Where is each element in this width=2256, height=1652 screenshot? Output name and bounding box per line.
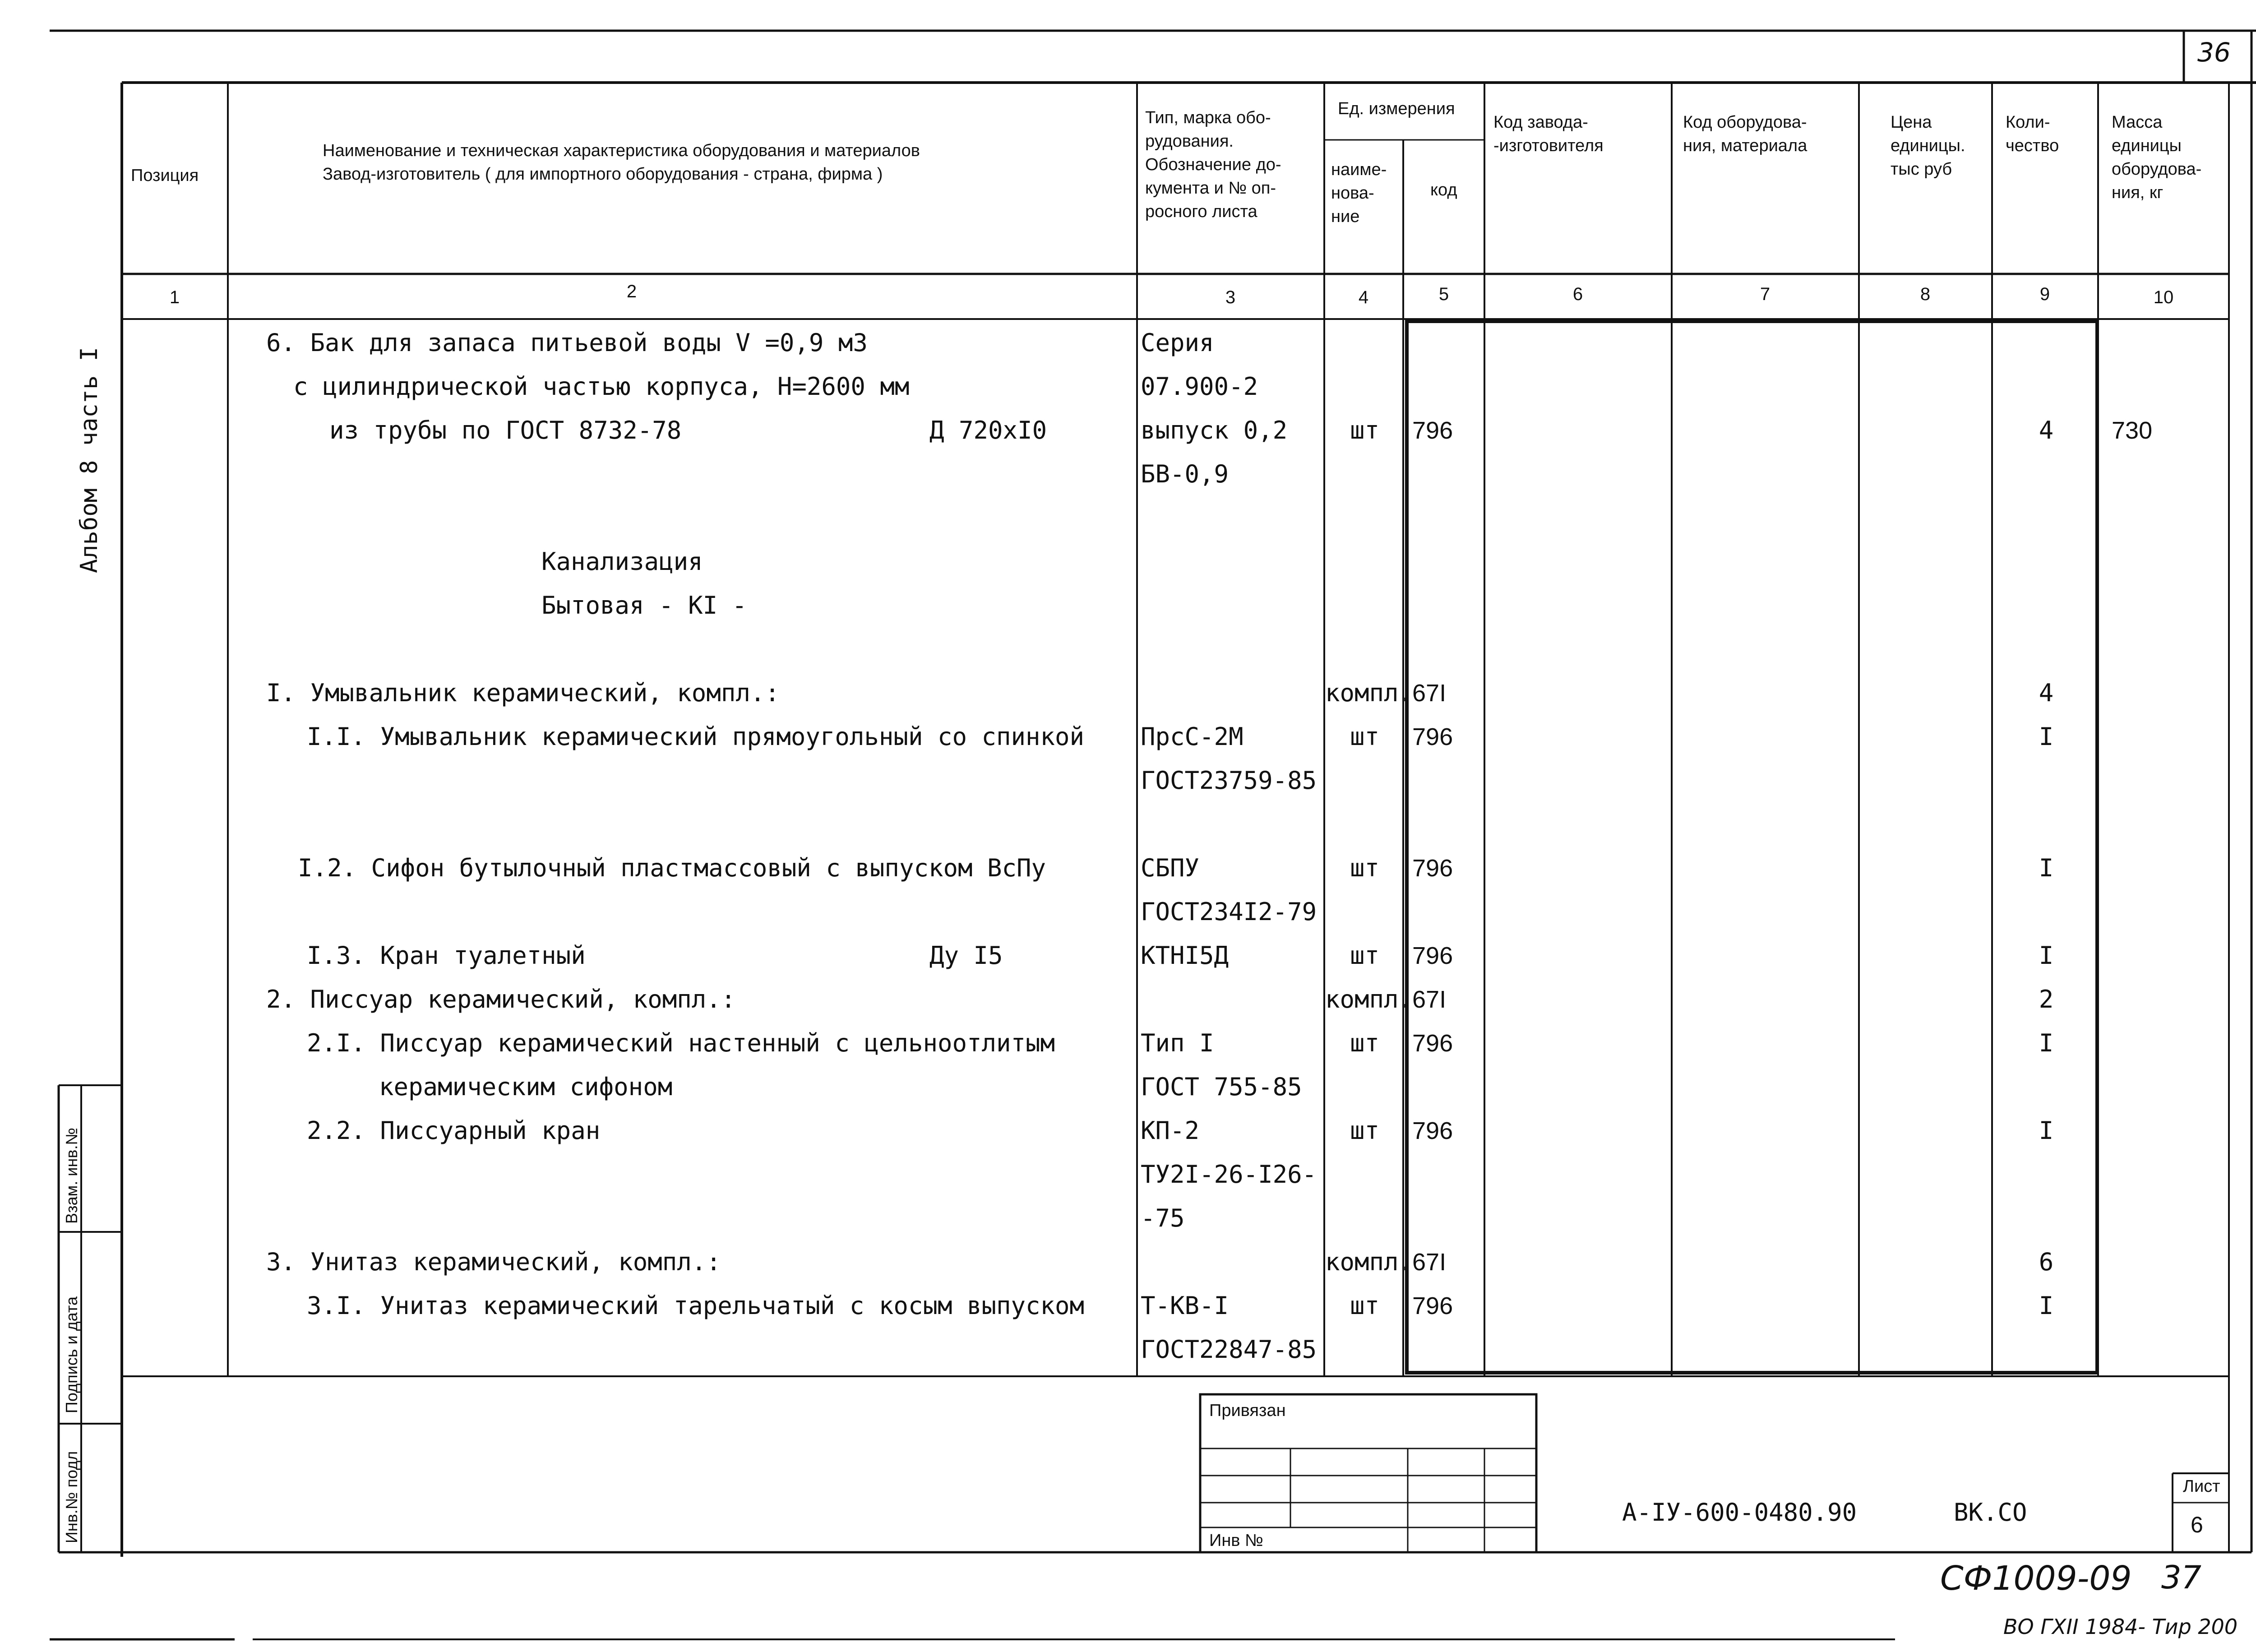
sheet-label: Лист: [2183, 1477, 2220, 1496]
header-name: Наименование и техническая характеристика оборудования и материалов Завод-изготовитель ( для импортного оборудования - страна, фирма ): [323, 141, 920, 184]
column-number: 6: [1572, 284, 1583, 304]
item-quantity: I: [2039, 722, 2054, 751]
item-unit: шт: [1350, 722, 1380, 751]
item-quantity: I: [2039, 941, 2054, 970]
item-name: 2.2. Писсуарный кран: [307, 1116, 601, 1145]
item-name: I.2. Сифон бутылочный пластмассовый с выпуском ВсПу: [298, 854, 1046, 882]
item-type: ТУ2I-26-I26-: [1141, 1160, 1317, 1189]
item-unit: компл.: [1325, 985, 1414, 1013]
item-type: БВ-0,9: [1141, 460, 1229, 488]
item-quantity: 4: [2039, 416, 2054, 444]
item-type: ПрсС-2М: [1141, 722, 1244, 751]
header-type: Тип, марка обо- рудования. Обозначение до- кумента и № оп- росного листа: [1145, 108, 1281, 221]
item-quantity: I: [2039, 1291, 2054, 1320]
column-number: 10: [2153, 287, 2174, 307]
header-position: Позиция: [131, 166, 199, 185]
item-type: ГОСТ22847-85: [1141, 1335, 1317, 1364]
document-code: А-IУ-600-0480.90: [1622, 1498, 1857, 1527]
item-unit: шт: [1350, 1116, 1380, 1145]
item-unit: компл.: [1325, 679, 1414, 707]
column-number: 2: [626, 282, 637, 301]
header-maker-code: Код завода- -изготовителя: [1493, 113, 1604, 155]
column-number: 4: [1358, 287, 1369, 307]
item-unit-code: 796: [1412, 855, 1453, 882]
column-number: 9: [2039, 284, 2050, 304]
item-name: из трубы по ГОСТ 8732-78: [329, 416, 682, 444]
item-name: I.I. Умывальник керамический прямоугольный со спинкой: [307, 722, 1085, 751]
print-note: ВО ГХII 1984- Тир 200: [2003, 1615, 2238, 1639]
item-type: Т-КВ-I: [1141, 1291, 1229, 1320]
item-type: Серия: [1141, 329, 1214, 357]
item-name: 3.I. Унитаз керамический тарельчатый с косым выпуском: [307, 1291, 1085, 1320]
item-name: 3. Унитаз керамический, компл.:: [266, 1248, 721, 1276]
item-quantity: I: [2039, 1029, 2054, 1057]
handwritten-code: СФ1009-09: [1940, 1559, 2132, 1598]
item-name: 2.I. Писсуар керамический настенный с цельноотлитым: [307, 1029, 1055, 1057]
item-spec: Д 720хI0: [929, 416, 1047, 444]
header-quantity: Коли- чество: [2006, 113, 2059, 155]
item-type: -75: [1141, 1204, 1185, 1232]
side-stamp-replacement: Взам. инв.№: [62, 1127, 81, 1224]
stamp-inv-label: Инв №: [1209, 1531, 1263, 1550]
item-spec: Ду I5: [929, 941, 1003, 970]
item-mass: 730: [2112, 417, 2153, 444]
album-side-label: Альбом 8 часть I: [76, 347, 103, 573]
column-number: 5: [1438, 284, 1449, 304]
header-units-group: Ед. измерения: [1338, 99, 1455, 118]
item-unit: шт: [1350, 1291, 1380, 1320]
sheet-number: 6: [2191, 1512, 2203, 1537]
item-type: ГОСТ23759-85: [1141, 766, 1317, 795]
item-unit-code: 67I: [1412, 986, 1447, 1013]
item-unit: шт: [1350, 941, 1380, 970]
item-unit: шт: [1350, 416, 1380, 444]
item-name: I.3. Кран туалетный: [307, 941, 586, 970]
item-name: Бытовая - КI -: [541, 591, 747, 620]
item-unit-code: 67I: [1412, 1249, 1447, 1276]
header-unit-code: код: [1430, 180, 1457, 199]
column-number: 7: [1760, 284, 1771, 304]
header-equipment-code: Код оборудова- ния, материала: [1683, 113, 1808, 155]
column-number: 3: [1225, 287, 1236, 307]
item-name: I. Умывальник керамический, компл.:: [266, 679, 780, 707]
item-name: с цилиндрической частью корпуса, Н=2600 мм: [293, 372, 910, 401]
item-type: 07.900-2: [1141, 372, 1258, 401]
item-type: выпуск 0,2: [1141, 416, 1288, 444]
item-quantity: I: [2039, 854, 2054, 882]
item-type: Тип I: [1141, 1029, 1214, 1057]
handwritten-page: 37: [2161, 1559, 2202, 1596]
item-type: КТНI5Д: [1141, 941, 1229, 970]
item-unit: шт: [1350, 854, 1380, 882]
header-unit-name: наиме- нова- ние: [1331, 160, 1387, 226]
item-name: 6. Бак для запаса питьевой воды V =0,9 м3: [266, 329, 868, 357]
item-type: ГОСТ234I2-79: [1141, 898, 1317, 926]
item-name: Канализация: [541, 547, 703, 576]
item-name: 2. Писсуар керамический, компл.:: [266, 985, 736, 1013]
side-stamp-signature-date: Подпись и дата: [62, 1296, 81, 1413]
item-unit-code: 67I: [1412, 680, 1447, 707]
item-quantity: 6: [2039, 1248, 2054, 1276]
item-unit-code: 796: [1412, 1292, 1453, 1319]
item-type: СБПУ: [1141, 854, 1200, 882]
item-unit-code: 796: [1412, 942, 1453, 969]
side-stamp-original-inv: Инв.№ подл: [62, 1451, 81, 1543]
item-unit-code: 796: [1412, 417, 1453, 444]
stamp-bound-label: Привязан: [1209, 1401, 1286, 1420]
column-number: 8: [1920, 284, 1931, 304]
item-quantity: 4: [2039, 679, 2054, 707]
document-mark: ВК.СО: [1954, 1498, 2027, 1527]
item-type: КП-2: [1141, 1116, 1200, 1145]
item-unit-code: 796: [1412, 1117, 1453, 1144]
header-unit-mass: Масса единицы оборудова- ния, кг: [2112, 113, 2202, 202]
item-type: ГОСТ 755-85: [1141, 1073, 1302, 1101]
header-unit-price: Цена единицы. тыс руб: [1891, 113, 1965, 179]
item-quantity: 2: [2039, 985, 2054, 1013]
item-unit-code: 796: [1412, 723, 1453, 750]
item-unit: компл.: [1325, 1248, 1414, 1276]
column-number: 1: [169, 287, 180, 307]
item-name: керамическим сифоном: [379, 1073, 673, 1101]
item-quantity: I: [2039, 1116, 2054, 1145]
item-unit: шт: [1350, 1029, 1380, 1057]
item-unit-code: 796: [1412, 1030, 1453, 1057]
corner-page-number: 36: [2197, 37, 2231, 68]
